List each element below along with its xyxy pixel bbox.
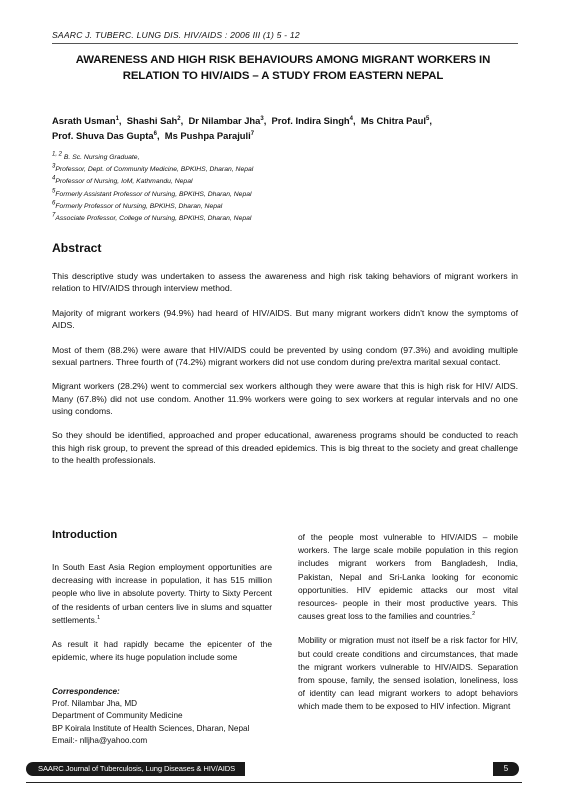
- abstract-paragraph: So they should be identified, approached and proper educational, awareness programs should be conducted to reach this high risk group, to prevent the spread of this dreaded epidemics. This is big threat to the society and great challenge to the health professionals.: [52, 430, 518, 465]
- author-name: Ms Pushpa Parajuli: [164, 130, 251, 141]
- affiliations: [52, 152, 518, 225]
- author-name: Dr Nilambar Jha: [188, 115, 261, 126]
- abstract-paragraph: Majority of migrant workers (94.9%) had heard of HIV/AIDS. But many migrant workers didn't know the symptoms of AIDS.: [52, 307, 518, 330]
- author-sup: 6: [153, 130, 157, 137]
- affiliation-item: $^{1, 2}$ B. Sc. Nursing Graduate,: [52, 151, 140, 161]
- footer-journal-name: SAARC Journal of Tuberculosis, Lung Diseases & HIV/AIDS: [26, 762, 245, 776]
- correspondence-email: Email:- nlljha@yahoo.com: [52, 735, 148, 745]
- title-line: RELATION TO HIV/AIDS – A STUDY FROM EASTERN NEPAL: [122, 70, 444, 82]
- journal-running-header: SAARC J. TUBERC. LUNG DIS. HIV/AIDS : 2006 III (1) 5 - 12: [52, 30, 518, 44]
- introduction-right-column: [298, 531, 518, 725]
- author-name: Prof. Indira Singh: [271, 115, 350, 126]
- author-name: Shashi Sah: [126, 115, 178, 126]
- intro-paragraph: of the people most vulnerable to HIV/AIDS – mobile workers. The large scale mobile population in this region includes migrant workers from Bangladesh, India, Pakistan, Nepal and Sri-Lanka looking for economic opportunities. HIV epidemic attacks our most vital resources- people in their most productive years. This causes great loss to the families and countries.$^2$: [298, 532, 518, 622]
- correspondence-heading: Correspondence:: [52, 687, 120, 696]
- citation-marker: 1: [97, 615, 101, 622]
- abstract-body: [52, 270, 518, 478]
- title-line: AWARENESS AND HIGH RISK BEHAVIOURS AMONG MIGRANT WORKERS IN: [75, 54, 491, 66]
- abstract-paragraph: This descriptive study was undertaken to assess the awareness and high risk taking behaviors of migrant workers in relation to HIV/AIDS through interview method.: [52, 271, 518, 294]
- correspondence-block: [52, 686, 282, 747]
- author-sup: 4: [349, 115, 354, 122]
- footer-page-number: 5: [493, 762, 519, 776]
- author-line: Asrath Usman$^1$, Shashi Sah$^2$, Dr Nilambar Jha$^3$, Prof. Indira Singh$^4$, Ms Chitra Paul$^5$,: [52, 115, 432, 126]
- affiliation-item: $^5$Formerly Assistant Professor of Nursing, BPKIHS, Dharan, Nepal: [52, 188, 252, 198]
- introduction-left-column: [52, 561, 272, 675]
- abstract-heading: Abstract: [52, 241, 102, 255]
- affiliation-item: $^7$Associate Professor, College of Nursing, BPKIHS, Dharan, Nepal: [52, 212, 252, 223]
- intro-paragraph: In South East Asia Region employment opportunities are decreasing with increase in population, it has 515 million people who live in absolute poverty. Thirty to Sixty Percent of the residents of urban centers live in slums and squatter settlements.$^1$: [52, 562, 272, 625]
- affiliation-item: $^4$Professor of Nursing, IoM, Kathmandu, Nepal: [52, 176, 193, 186]
- abstract-paragraph: Migrant workers (28.2%) went to commercial sex workers although they were aware that this is high risk for HIV/ AIDS. Many (67.8%) did not use condom. Another 11.9% workers were going to sex workers at regular intervals and no one using condoms.: [52, 381, 518, 416]
- affiliation-item: $^3$Professor, Dept. of Community Medicine, BPKIHS, Dharan, Nepal: [52, 163, 254, 174]
- citation-marker: 2: [472, 611, 476, 618]
- abstract-paragraph: Most of them (88.2%) were aware that HIV/AIDS could be prevented by using condom (97.3%) and avoiding multiple sexual partners. Three fourth of (74.2%) migrant workers did not use condom during pre/extra marital sexual contact.: [52, 344, 518, 367]
- author-sup: 2: [177, 115, 181, 122]
- author-name: Ms Chitra Paul: [360, 115, 426, 126]
- correspondence-line: BP Koirala Institute of Health Sciences, Dharan, Nepal: [52, 723, 250, 733]
- author-line: Prof. Shuva Das Gupta$^6$, Ms Pushpa Parajuli$^7$: [52, 130, 255, 141]
- intro-paragraph: As result it had rapidly became the epicenter of the epidemic, where its huge population include some: [52, 639, 272, 663]
- author-sup: 3: [260, 115, 264, 122]
- author-sup: 7: [250, 130, 255, 137]
- correspondence-line: Prof. Nilambar Jha, MD: [52, 699, 138, 709]
- article-title: [40, 52, 526, 84]
- author-name: Asrath Usman: [52, 115, 116, 126]
- correspondence-line: Department of Community Medicine: [52, 711, 183, 721]
- introduction-heading: Introduction: [52, 529, 118, 541]
- affiliation-item: $^6$Formerly Professor of Nursing, BPKIHS, Dharan, Nepal: [52, 200, 223, 210]
- intro-paragraph: Mobility or migration must not itself be a risk factor for HIV, but could create conditions and circumstances, that made the migrant workers vulnerable to HIV/AIDS. Separation from spouse, family, the sensed isolation, loneliness, loss of identity can lead migrant workers to adopt behaviors which made them to be exposed to HIV infection. Migrant: [298, 635, 518, 712]
- author-sup: 5: [425, 115, 430, 122]
- author-list: [52, 113, 518, 143]
- author-name: Prof. Shuva Das Gupta: [52, 130, 154, 141]
- author-sup: 1: [115, 115, 119, 122]
